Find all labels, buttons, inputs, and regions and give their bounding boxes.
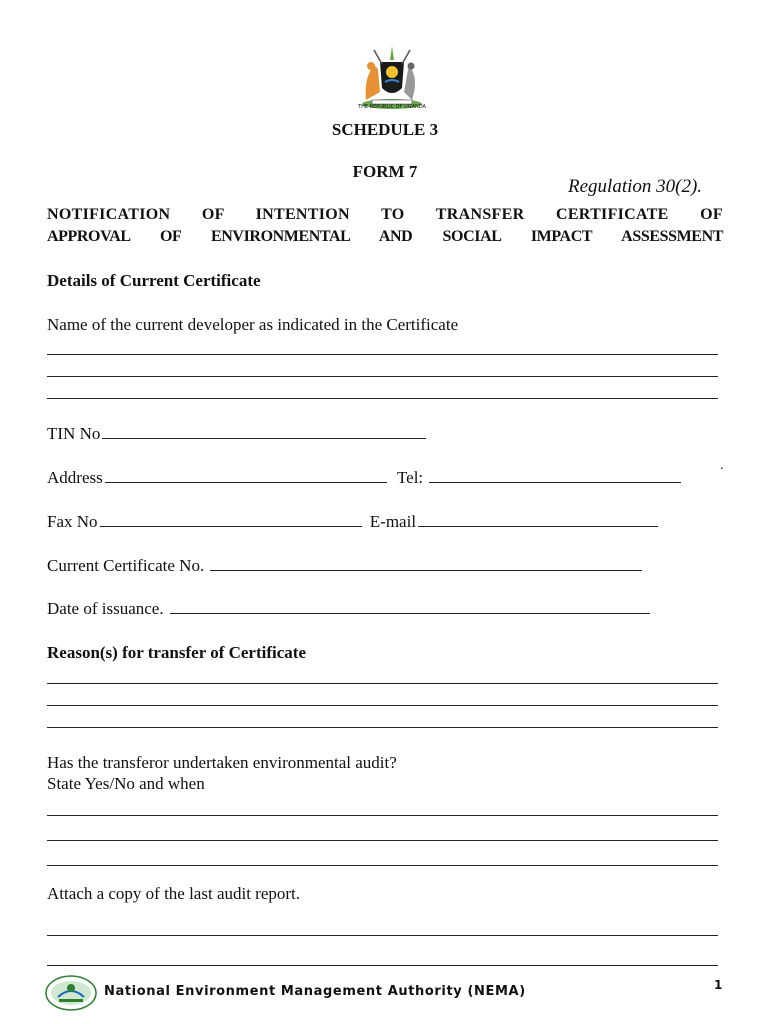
developer-name-line-3[interactable] xyxy=(47,398,718,399)
stray-dot: . xyxy=(720,458,724,473)
section-title-reasons: Reason(s) for transfer of Certificate xyxy=(47,643,307,662)
cert-no-row xyxy=(47,556,642,576)
reasons-line-1[interactable] xyxy=(47,683,718,684)
form-title-line-1: NOTIFICATION OF INTENTION TO TRANSFER CERTIFICATE OF xyxy=(47,206,723,223)
tel-label: Tel: xyxy=(396,468,424,487)
address-field[interactable] xyxy=(105,468,387,483)
developer-name-line-1[interactable] xyxy=(47,354,718,355)
page-number: 1 xyxy=(714,978,723,992)
attach-line-1[interactable] xyxy=(47,935,718,936)
developer-name-label: Name of the current developer as indicated in the Certificate xyxy=(47,315,459,334)
footer-organization: National Environment Management Authority (NEMA) xyxy=(104,984,526,999)
fax-row xyxy=(47,512,658,532)
cert-no-field[interactable] xyxy=(210,556,642,571)
address-label: Address xyxy=(47,468,103,487)
audit-line-3[interactable] xyxy=(47,865,718,866)
section-title-current-certificate: Details of Current Certificate xyxy=(47,271,261,290)
fax-label: Fax No xyxy=(47,512,98,531)
regulation-reference: Regulation 30(2). xyxy=(568,176,703,197)
tin-field[interactable] xyxy=(102,424,426,439)
schedule-label: SCHEDULE 3 xyxy=(331,120,439,139)
issuance-label: Date of issuance. xyxy=(47,599,164,618)
reasons-line-3[interactable] xyxy=(47,727,718,728)
address-row xyxy=(47,468,681,488)
coat-of-arms-caption: THE REPUBLIC OF UGANDA xyxy=(358,104,426,110)
issuance-field[interactable] xyxy=(170,599,650,614)
tin-row xyxy=(47,424,426,444)
fax-field[interactable] xyxy=(100,512,362,527)
form-number: FORM 7 xyxy=(352,162,418,181)
tin-label: TIN No xyxy=(47,424,101,443)
audit-question-line-2: State Yes/No and when xyxy=(47,774,205,793)
cert-no-label: Current Certificate No. xyxy=(47,556,205,575)
reasons-line-2[interactable] xyxy=(47,705,718,706)
nema-logo-icon xyxy=(44,973,98,1013)
audit-question-line-1: Has the transferor undertaken environmental audit? xyxy=(47,753,397,772)
email-label: E-mail xyxy=(369,512,417,531)
tel-field[interactable] xyxy=(429,468,681,483)
audit-line-2[interactable] xyxy=(47,840,718,841)
form-title-line-2: APPROVAL OF ENVIRONMENTAL AND SOCIAL IMPACT ASSESSMENT xyxy=(47,228,723,245)
attach-line-2[interactable] xyxy=(47,965,718,966)
email-field[interactable] xyxy=(418,512,658,527)
developer-name-line-2[interactable] xyxy=(47,376,718,377)
audit-line-1[interactable] xyxy=(47,815,718,816)
issuance-row xyxy=(47,599,650,619)
attach-audit-label: Attach a copy of the last audit report. xyxy=(47,884,301,903)
